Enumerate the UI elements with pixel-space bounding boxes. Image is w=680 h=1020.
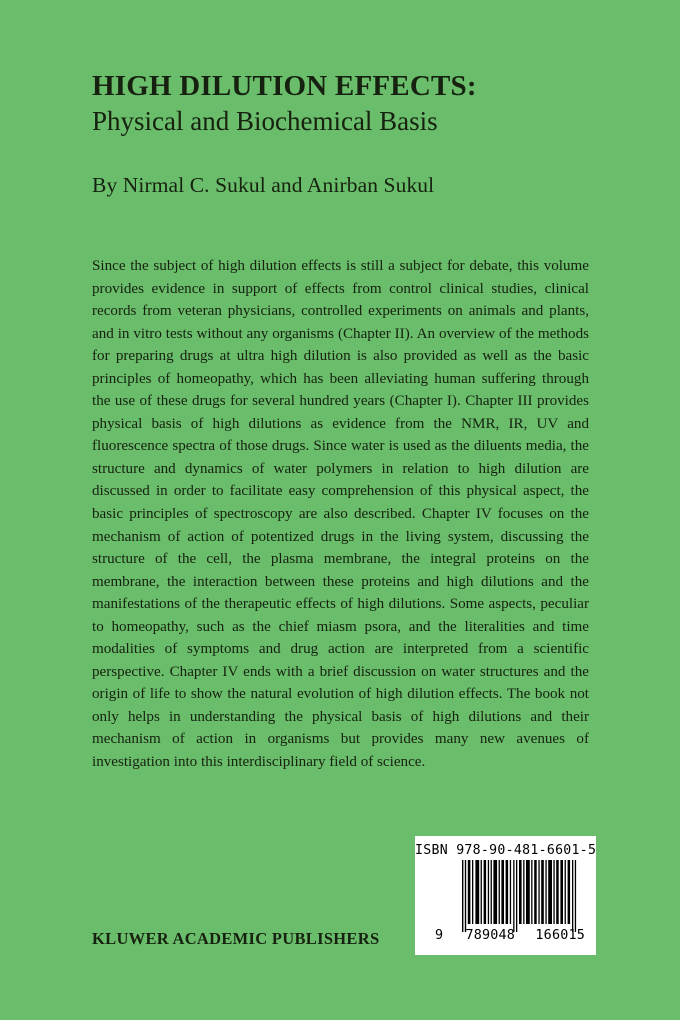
publisher-name: KLUWER ACADEMIC PUBLISHERS: [92, 929, 380, 948]
book-byline: By Nirmal C. Sukul and Anirban Sukul: [92, 173, 435, 197]
title-block: [92, 70, 592, 138]
isbn-label: ISBN 978-90-481-6601-5: [415, 843, 597, 858]
book-blurb: Since the subject of high dilution effects is still a subject for debate, this volume provides evidence in support of effects from control clinical studies, clinical records from veteran physicians, controlled experiments on animals and plants, and in vitro tests without any organisms (Chapter II). An overview of the methods for preparing drugs at ultra high dilution is also provided as well as the basic principles of homeopathy, which has been alleviating human suffering through the use of these drugs for several hundred years (Chapter I). Chapter III provides physical basis of high dilutions as evidence from the NMR, IR, UV and fluorescence spectra of those drugs. Since water is used as the diluents media, the structure and dynamics of water polymers in relation to high dilution are discussed in order to facilitate easy comprehension of this physical aspect, the basic principles of spectroscopy are also described. Chapter IV focuses on the mechanism of action of potentized drugs in the living system, discussing the structure of the cell, the plasma membrane, the integral proteins on the membrane, the interaction between these proteins and high dilutions and the manifestations of the therapeutic effects of high dilutions. Some aspects, peculiar to homeopathy, such as the chief miasm psora, and the literalities and time modalities of symptoms and drug action are interpreted from a scientific perspective. Chapter IV ends with a brief discussion on water structures and the origin of life to show the natural evolution of high dilution effects. The book not only helps in understanding the physical basis of high dilutions and their mechanism of action in organisms but provides many new avenues of investigation into this interdisciplinary field of science.: [92, 258, 589, 771]
barcode-bars-icon: [462, 860, 580, 932]
ean-lead-digit: 9: [435, 928, 444, 943]
ean-group-right: 166015: [535, 928, 585, 943]
isbn-barcode-block: [415, 836, 596, 955]
ean-group-left: 789048: [465, 928, 516, 943]
book-title-main: HIGH DILUTION EFFECTS:: [92, 70, 477, 102]
book-title-subtitle: Physical and Biochemical Basis: [92, 106, 438, 137]
ean-digits: [435, 928, 585, 943]
